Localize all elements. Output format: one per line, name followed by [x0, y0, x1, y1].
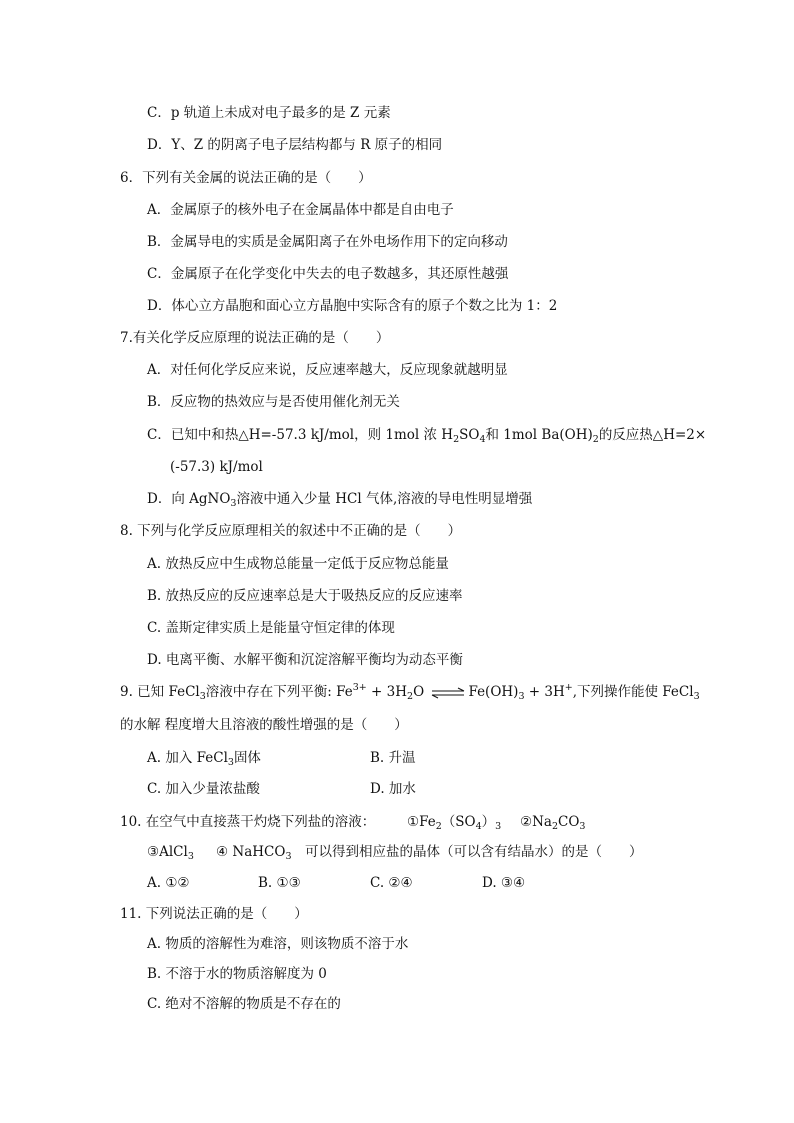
- q11-option-b: B. 不溶于水的物质溶解度为 0: [147, 966, 327, 982]
- q10-option-b: B. ①③: [258, 875, 301, 891]
- q11-option-a: A. 物质的溶解性为难溶，则该物质不溶于水: [147, 936, 409, 952]
- q10-option-a: A. ①②: [147, 875, 190, 891]
- q10-stem: 10. 在空气中直接蒸干灼烧下列盐的溶液：: [120, 814, 376, 830]
- q7-option-a: A．对任何化学反应来说，反应速率越大，反应现象就越明显: [147, 362, 508, 378]
- q5-option-d: D．Y、Z 的阴离子电子层结构都与 R 原子的相同: [147, 137, 443, 153]
- q8-option-c: C. 盖斯定律实质上是能量守恒定律的体现: [147, 620, 395, 636]
- q7-option-c-continued: (-57.3) kJ/mol: [170, 459, 263, 475]
- q5-option-c: C．p 轨道上未成对电子最多的是 Z 元素: [147, 105, 391, 121]
- q6-option-a: A．金属原子的核外电子在金属晶体中都是自由电子: [147, 202, 454, 218]
- q9-stem-line2: 的水解 程度增大且溶液的酸性增强的是（ ）: [120, 717, 408, 733]
- q6-option-c: C．金属原子在化学变化中失去的电子数越多，其还原性越强: [147, 266, 509, 282]
- q10-item-1: $①Fe_2(SO_4)_3$: [407, 814, 502, 832]
- q10-option-c: C. ②④: [370, 875, 413, 891]
- q10-item-2: $②Na_2CO_3$: [520, 814, 586, 832]
- q9-stem: 9. 已知 FeCl$_3$溶液中存在下列平衡: $Fe^{3+} + 3H_2O$ $Fe(OH)_3 + 3H^+$,下列操作能使 FeCl$_3$: [120, 682, 700, 702]
- q9-option-c: C. 加入少量浓盐酸: [147, 781, 260, 797]
- q8-option-a: A. 放热反应中生成物总能量一定低于反应物总能量: [147, 556, 449, 572]
- q11-option-c: C. 绝对不溶解的物质是不存在的: [147, 996, 341, 1012]
- q6-option-d: D．体心立方晶胞和面心立方晶胞中实际含有的原子个数之比为 1：2: [147, 298, 558, 314]
- equilibrium-arrow-icon: [430, 687, 466, 699]
- q10-item-4: ④ NaHCO$_3$: [216, 844, 292, 862]
- q6-option-b: B．金属导电的实质是金属阳离子在外电场作用下的定向移动: [147, 234, 508, 250]
- q8-option-b: B. 放热反应的反应速率总是大于吸热反应的反应速率: [147, 588, 463, 604]
- q9-option-b: B. 升温: [370, 750, 416, 766]
- q7-option-b: B．反应物的热效应与是否使用催化剂无关: [147, 394, 400, 410]
- q8-option-d: D. 电离平衡、水解平衡和沉淀溶解平衡均为动态平衡: [147, 652, 463, 668]
- q7-option-d: D．向 AgNO$_3$溶液中通入少量 HCl 气体,溶液的导电性明显增强: [147, 491, 533, 509]
- q7-stem: 7.有关化学反应原理的说法正确的是（ ）: [120, 330, 390, 346]
- q10-stem-tail: 可以得到相应盐的晶体（可以含有结晶水）的是（ ）: [305, 844, 643, 860]
- q7-option-c: C．已知中和热△H=-57.3 kJ/mol，则 1mol 浓 $H_2SO_4$和 1mol $Ba(OH)_2$的反应热△H=2×: [147, 427, 707, 445]
- q11-stem: 11. 下列说法正确的是（ ）: [120, 906, 308, 922]
- q10-item-3: ③AlCl$_3$: [147, 844, 194, 862]
- q9-option-a: A. 加入 FeCl$_3$固体: [147, 750, 261, 768]
- q9-option-d: D. 加水: [370, 781, 416, 797]
- q8-stem: 8. 下列与化学反应原理相关的叙述中不正确的是（ ）: [120, 523, 462, 539]
- q10-option-d: D. ③④: [482, 875, 526, 891]
- q6-stem: 6．下列有关金属的说法正确的是（ ）: [120, 170, 372, 186]
